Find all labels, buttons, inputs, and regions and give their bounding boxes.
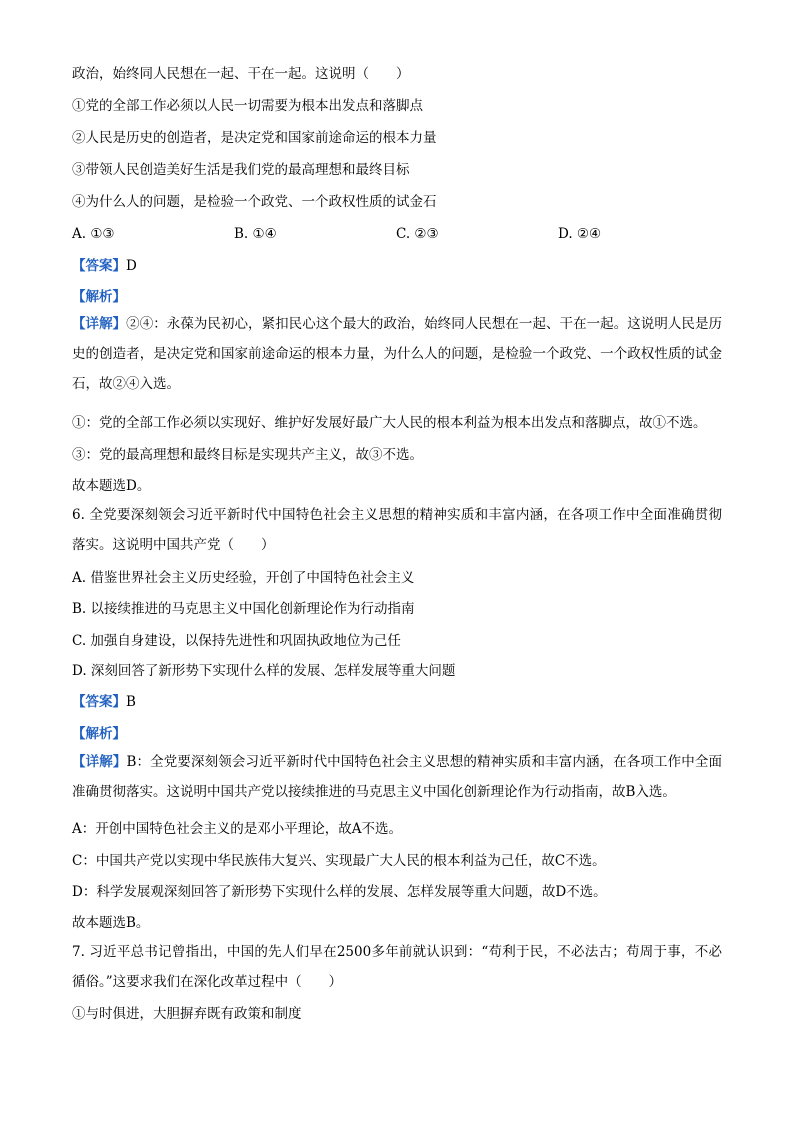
- q5-item-2: ②人民是历史的创造者，是决定党和国家前途命运的根本力量: [72, 130, 437, 146]
- q5-item-4: ④为什么人的问题，是检验一个政党、一个政权性质的试金石: [72, 194, 437, 210]
- q6-note-c: C：中国共产党以实现中华民族伟大复兴、实现最广大人民的根本利益为己任，故C不选。: [72, 853, 606, 869]
- q5-stem-tail: 政治，始终同人民想在一起、干在一起。这说明（ ）: [72, 66, 410, 82]
- q5-note-2: ③：党的最高理想和最终目标是实现共产主义，故③不选。: [72, 447, 423, 463]
- analysis-tag: 【解析】: [72, 726, 126, 742]
- q5-answer: [72, 256, 137, 276]
- q6-answer-value: B: [126, 694, 136, 710]
- q5-option-d: D. ②④: [558, 226, 602, 242]
- detail-tag: 【详解】: [72, 316, 127, 332]
- q6-note-a: A：开创中国特色社会主义的是邓小平理论，故A不选。: [72, 821, 402, 837]
- answer-tag: 【答案】: [72, 258, 126, 274]
- q5-analysis: [72, 287, 126, 307]
- q5-detail: [72, 309, 722, 399]
- q6-stem: 6. 全党要深刻领会习近平新时代中国特色社会主义思想的精神实质和丰富内涵，在各项工作中全面准确贯彻落实。这说明中国共产党（ ）: [72, 507, 722, 553]
- q6-option-c: C. 加强自身建设，以保持先进性和巩固执政地位为己任: [72, 633, 401, 649]
- q5-detail-text: ②④：永葆为民初心，紧扣民心这个最大的政治，始终同人民想在一起、干在一起。这说明人民是历史的创造者，是决定党和国家前途命运的根本力量，为什么人的问题，是检验一个政党、一个政权性质的试金石，故②④入选。: [72, 316, 723, 392]
- detail-tag: 【详解】: [72, 754, 127, 770]
- q6-option-d: D. 深刻回答了新形势下实现什么样的发展、怎样发展等重大问题: [72, 663, 456, 679]
- q7-stem: 7. 习近平总书记曾指出，中国的先人们早在2500多年前就认识到：“苟利于民，不必法古；苟周于事，不必循俗。”这要求我们在深化改革过程中（ ）: [72, 944, 722, 990]
- q6-analysis: [72, 724, 126, 744]
- answer-tag: 【答案】: [72, 694, 126, 710]
- q5-item-3: ③带领人民创造美好生活是我们党的最高理想和最终目标: [72, 162, 410, 178]
- q7-item-1: ①与时俱进，大胆摒弃既有政策和制度: [72, 1006, 302, 1022]
- q6-conclusion: 故本题选B。: [72, 915, 150, 931]
- q5-answer-value: D: [126, 258, 137, 274]
- q6-option-b: B. 以接续推进的马克思主义中国化创新理论作为行动指南: [72, 601, 415, 617]
- q5-conclusion: 故本题选D。: [72, 478, 151, 494]
- q6-detail: [72, 747, 722, 807]
- q6-answer: [72, 692, 136, 712]
- analysis-tag: 【解析】: [72, 289, 126, 305]
- q5-option-a: A. ①③: [72, 226, 115, 242]
- q5-note-1: ①：党的全部工作必须以实现好、维护好发展好最广大人民的根本利益为根本出发点和落脚点，故①不选。: [72, 415, 707, 431]
- q6-option-a: A. 借鉴世界社会主义历史经验，开创了中国特色社会主义: [72, 570, 415, 586]
- q5-option-c: C. ②③: [396, 226, 439, 242]
- q6-note-d: D：科学发展观深刻回答了新形势下实现什么样的发展、怎样发展等重大问题，故D不选。: [72, 884, 607, 900]
- q5-option-b: B. ①④: [234, 226, 277, 242]
- q6-detail-text: B：全党要深刻领会习近平新时代中国特色社会主义思想的精神实质和丰富内涵，在各项工作中全面准确贯彻落实。这说明中国共产党以接续推进的马克思主义中国化创新理论作为行动指南，故B入选。: [72, 754, 723, 800]
- q5-options: [72, 224, 720, 244]
- q5-item-1: ①党的全部工作必须以人民一切需要为根本出发点和落脚点: [72, 98, 423, 114]
